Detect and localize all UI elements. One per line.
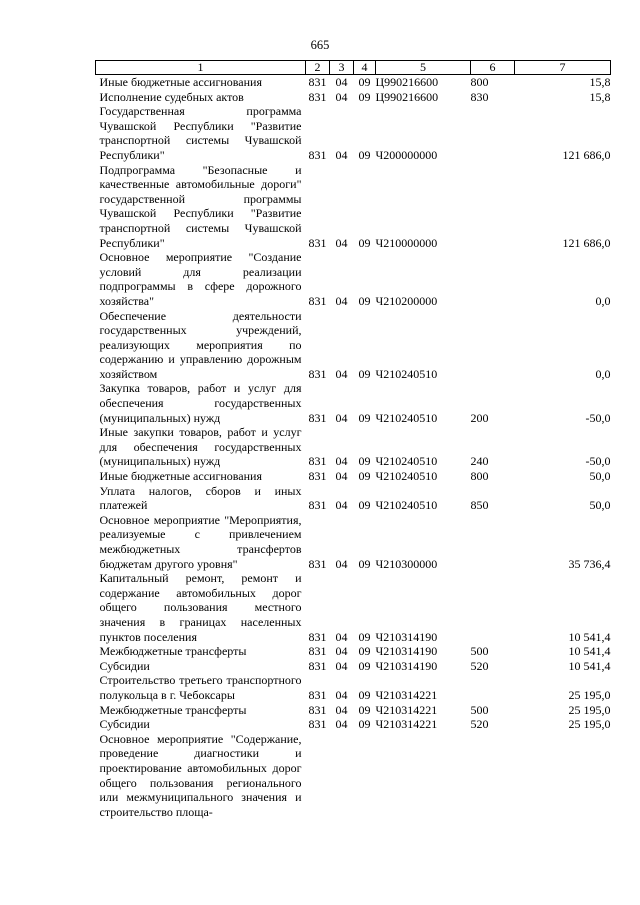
row-name-cell: Обеспечение деятельности государственных учреждений, реализующих мероприятия по содержанию и управлению дорожным хозяйством bbox=[99, 308, 302, 381]
ministry-code-cell: 831 bbox=[308, 235, 327, 250]
target-article-cell: Ч210240510 bbox=[375, 498, 438, 513]
table-row bbox=[96, 673, 611, 702]
target-article-cell: Ц990216600 bbox=[375, 89, 439, 104]
target-article-cell: Ч210314221 bbox=[375, 717, 438, 732]
table-row bbox=[96, 250, 611, 308]
target-article-cell: Ч210314190 bbox=[375, 644, 438, 659]
row-name-cell: Капитальный ремонт, ремонт и содержание автомобильных дорог общего пользования местного значения в границах населенных пунктов поселения bbox=[99, 571, 302, 644]
column-header-5: 5 bbox=[376, 61, 471, 75]
amount-cell: 10 541,4 bbox=[568, 629, 611, 644]
expense-type-cell: 850 bbox=[470, 498, 489, 513]
subsection-code-cell: 09 bbox=[358, 75, 371, 89]
amount-cell: 25 195,0 bbox=[568, 702, 611, 717]
table-row bbox=[96, 484, 611, 513]
amount-cell: -50,0 bbox=[585, 454, 611, 469]
expense-type-cell: 240 bbox=[470, 454, 489, 469]
expense-type-cell: 520 bbox=[470, 717, 489, 732]
expense-type-cell bbox=[471, 673, 515, 702]
section-code-cell: 04 bbox=[335, 702, 348, 717]
subsection-code-cell: 09 bbox=[358, 629, 371, 644]
budget-table bbox=[95, 60, 611, 819]
ministry-code-cell: 831 bbox=[308, 702, 327, 717]
table-row bbox=[96, 571, 611, 644]
amount-cell: 10 541,4 bbox=[568, 644, 611, 659]
target-article-cell: Ч210240510 bbox=[375, 366, 438, 381]
subsection-code-cell: 09 bbox=[358, 644, 371, 659]
section-code-cell: 04 bbox=[335, 658, 348, 673]
amount-cell: 121 686,0 bbox=[562, 147, 611, 162]
amount-cell: 0,0 bbox=[595, 366, 611, 381]
row-name-cell: Основное мероприятие "Содержание, проведение диагностики и проектирование автомобильных дорог общего пользования регионального или межмуниципального значения и строительство площа- bbox=[99, 731, 302, 819]
row-name-cell: Закупка товаров, работ и услуг для обеспечения государственных (муниципальных) нужд bbox=[99, 381, 302, 425]
subsection-code-cell: 09 bbox=[358, 454, 371, 469]
target-article-cell: Ч210314221 bbox=[375, 702, 438, 717]
ministry-code-cell bbox=[306, 732, 330, 820]
expense-type-cell: 520 bbox=[470, 658, 489, 673]
table-row bbox=[96, 732, 611, 820]
table-row bbox=[96, 703, 611, 718]
amount-cell bbox=[515, 732, 611, 820]
column-header-6: 6 bbox=[471, 61, 515, 75]
amount-cell: -50,0 bbox=[585, 410, 611, 425]
table-row bbox=[96, 644, 611, 659]
section-code-cell: 04 bbox=[335, 556, 348, 571]
table-row bbox=[96, 659, 611, 674]
expense-type-cell bbox=[471, 732, 515, 820]
subsection-code-cell: 09 bbox=[358, 366, 371, 381]
section-code-cell: 04 bbox=[335, 687, 348, 702]
subsection-code-cell: 09 bbox=[358, 235, 371, 250]
amount-cell: 50,0 bbox=[589, 469, 611, 484]
expense-type-cell: 500 bbox=[470, 644, 489, 659]
table-row bbox=[96, 381, 611, 425]
subsection-code-cell: 09 bbox=[358, 658, 371, 673]
table-row bbox=[96, 469, 611, 484]
row-name-cell: Иные закупки товаров, работ и услуг для обеспечения государственных (муниципальных) нужд bbox=[99, 425, 302, 469]
row-name-cell: Межбюджетные трансферты bbox=[99, 702, 247, 717]
target-article-cell: Ц990216600 bbox=[375, 75, 439, 89]
section-code-cell: 04 bbox=[335, 366, 348, 381]
table-row bbox=[96, 163, 611, 251]
ministry-code-cell: 831 bbox=[308, 644, 327, 659]
ministry-code-cell: 831 bbox=[308, 469, 327, 484]
ministry-code-cell: 831 bbox=[308, 687, 327, 702]
section-code-cell: 04 bbox=[335, 75, 348, 89]
row-name-cell: Основное мероприятие "Создание условий для реализации подпрограммы в сфере дорожного хозяйства" bbox=[99, 250, 302, 308]
ministry-code-cell: 831 bbox=[308, 410, 327, 425]
target-article-cell: Ч210000000 bbox=[375, 235, 438, 250]
page-number: 665 bbox=[310, 38, 330, 52]
subsection-code-cell bbox=[354, 732, 376, 820]
row-name-cell: Подпрограмма "Безопасные и качественные автомобильные дороги" государственной программы Чувашской Республики "Развитие транспортной системы Чувашской Республики" bbox=[99, 162, 302, 250]
ministry-code-cell: 831 bbox=[308, 293, 327, 308]
target-article-cell: Ч210240510 bbox=[375, 410, 438, 425]
expense-type-cell bbox=[471, 104, 515, 162]
table-row bbox=[96, 425, 611, 469]
expense-type-cell bbox=[471, 513, 515, 571]
row-name-cell: Исполнение судебных актов bbox=[99, 89, 244, 104]
table-row bbox=[96, 90, 611, 105]
amount-cell: 50,0 bbox=[589, 498, 611, 513]
column-header-4: 4 bbox=[354, 61, 376, 75]
row-name-cell: Строительство третьего транспортного полукольца в г. Чебоксары bbox=[99, 673, 302, 702]
ministry-code-cell: 831 bbox=[308, 75, 327, 89]
ministry-code-cell: 831 bbox=[308, 717, 327, 732]
ministry-code-cell: 831 bbox=[308, 556, 327, 571]
table-row bbox=[96, 104, 611, 162]
section-code-cell: 04 bbox=[335, 498, 348, 513]
section-code-cell: 04 bbox=[335, 89, 348, 104]
section-code-cell: 04 bbox=[335, 644, 348, 659]
table-header-row bbox=[96, 61, 611, 75]
ministry-code-cell: 831 bbox=[308, 89, 327, 104]
table-row bbox=[96, 513, 611, 571]
expense-type-cell bbox=[471, 250, 515, 308]
expense-type-cell: 200 bbox=[470, 410, 489, 425]
target-article-cell: Ч210314190 bbox=[375, 658, 438, 673]
row-name-cell: Межбюджетные трансферты bbox=[99, 644, 247, 659]
subsection-code-cell: 09 bbox=[358, 498, 371, 513]
expense-type-cell bbox=[471, 571, 515, 644]
target-article-cell: Ч210240510 bbox=[375, 469, 438, 484]
section-code-cell: 04 bbox=[335, 235, 348, 250]
column-header-1: 1 bbox=[96, 61, 306, 75]
subsection-code-cell: 09 bbox=[358, 89, 371, 104]
section-code-cell: 04 bbox=[335, 469, 348, 484]
row-name-cell: Государственная программа Чувашской Республики "Развитие транспортной системы Чувашской Республики" bbox=[99, 104, 302, 162]
ministry-code-cell: 831 bbox=[308, 629, 327, 644]
amount-cell: 35 736,4 bbox=[568, 556, 611, 571]
amount-cell: 10 541,4 bbox=[568, 658, 611, 673]
target-article-cell: Ч210200000 bbox=[375, 293, 438, 308]
expense-type-cell bbox=[471, 163, 515, 251]
amount-cell: 25 195,0 bbox=[568, 717, 611, 732]
section-code-cell: 04 bbox=[335, 454, 348, 469]
section-code-cell: 04 bbox=[335, 293, 348, 308]
table-row bbox=[96, 75, 611, 90]
target-article-cell: Ч200000000 bbox=[375, 147, 438, 162]
row-name-cell: Основное мероприятие "Мероприятия, реализуемые с привлечением межбюджетных трансфертов бюджетам другого уровня" bbox=[99, 512, 302, 571]
amount-cell: 15,8 bbox=[589, 75, 611, 89]
expense-type-cell bbox=[471, 309, 515, 382]
ministry-code-cell: 831 bbox=[308, 658, 327, 673]
target-article-cell bbox=[376, 732, 471, 820]
subsection-code-cell: 09 bbox=[358, 293, 371, 308]
amount-cell: 0,0 bbox=[595, 293, 611, 308]
ministry-code-cell: 831 bbox=[308, 498, 327, 513]
subsection-code-cell: 09 bbox=[358, 556, 371, 571]
section-code-cell: 04 bbox=[335, 147, 348, 162]
expense-type-cell: 800 bbox=[470, 75, 489, 89]
subsection-code-cell: 09 bbox=[358, 687, 371, 702]
table-row bbox=[96, 309, 611, 382]
target-article-cell: Ч210314190 bbox=[375, 629, 438, 644]
subsection-code-cell: 09 bbox=[358, 469, 371, 484]
expense-type-cell: 800 bbox=[470, 469, 489, 484]
row-name-cell: Субсидии bbox=[99, 717, 150, 732]
target-article-cell: Ч210314221 bbox=[375, 687, 438, 702]
subsection-code-cell: 09 bbox=[358, 147, 371, 162]
row-name-cell: Уплата налогов, сборов и иных платежей bbox=[99, 483, 302, 513]
amount-cell: 121 686,0 bbox=[562, 235, 611, 250]
section-code-cell: 04 bbox=[335, 717, 348, 732]
section-code-cell: 04 bbox=[335, 629, 348, 644]
row-name-cell: Субсидии bbox=[99, 658, 150, 673]
amount-cell: 15,8 bbox=[589, 89, 611, 104]
amount-cell: 25 195,0 bbox=[568, 687, 611, 702]
target-article-cell: Ч210300000 bbox=[375, 556, 438, 571]
row-name-cell: Иные бюджетные ассигнования bbox=[99, 75, 262, 89]
section-code-cell: 04 bbox=[335, 410, 348, 425]
expense-type-cell: 830 bbox=[470, 89, 489, 104]
column-header-3: 3 bbox=[330, 61, 354, 75]
column-header-2: 2 bbox=[306, 61, 330, 75]
ministry-code-cell: 831 bbox=[308, 454, 327, 469]
subsection-code-cell: 09 bbox=[358, 717, 371, 732]
table-row bbox=[96, 717, 611, 732]
expense-type-cell: 500 bbox=[470, 702, 489, 717]
subsection-code-cell: 09 bbox=[358, 410, 371, 425]
section-code-cell bbox=[330, 732, 354, 820]
target-article-cell: Ч210240510 bbox=[375, 454, 438, 469]
row-name-cell: Иные бюджетные ассигнования bbox=[99, 469, 262, 484]
column-header-7: 7 bbox=[515, 61, 611, 75]
ministry-code-cell: 831 bbox=[308, 366, 327, 381]
table-body bbox=[96, 75, 611, 820]
ministry-code-cell: 831 bbox=[308, 147, 327, 162]
subsection-code-cell: 09 bbox=[358, 702, 371, 717]
